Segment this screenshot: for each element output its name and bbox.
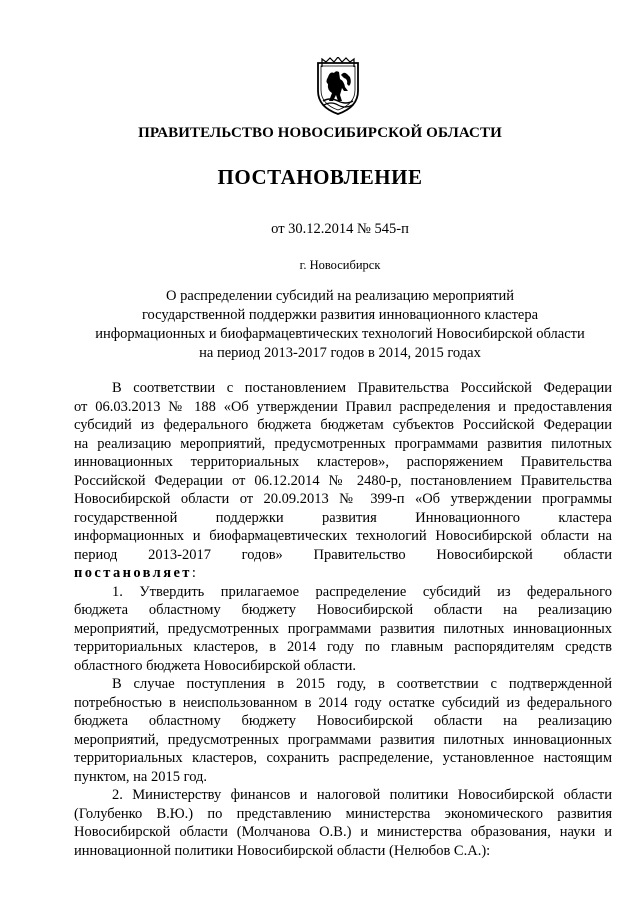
- paragraph-item-1: [74, 583, 612, 676]
- text-line: инновационных территориальных кластеров», распоряжением Правительства: [74, 454, 612, 470]
- paragraph-preamble: [74, 379, 612, 583]
- paragraph-item-2: [74, 786, 612, 860]
- text-line: территориальных кластеров, в 2014 году по главным распорядителям средств: [74, 639, 612, 655]
- coat-of-arms-icon: [314, 57, 362, 117]
- text-line: Новосибирской области от 20.09.2013 № 399-п «Об утверждении программы: [74, 491, 612, 507]
- text-line: период 2013-2017 годов» Правительство Новосибирской области: [74, 546, 612, 563]
- resolve-colon: :: [191, 565, 196, 581]
- subject-line: на период 2013-2017 годов в 2014, 2015 годах: [199, 345, 481, 361]
- subject-line: О распределении субсидий на реализацию мероприятий: [165, 288, 515, 304]
- subject-line: государственной поддержки развития инновационного кластера: [141, 307, 539, 323]
- text-line: субсидий из федерального бюджета бюджетам субъектов Российской Федерации: [74, 417, 612, 433]
- text-line: 1. Утвердить прилагаемое распределение субсидий из федерального: [112, 583, 612, 600]
- text-line: В случае поступления в 2015 году, в соответствии с подтвержденной: [112, 676, 612, 692]
- document-city: г. Новосибирск: [299, 258, 381, 272]
- text-line: бюджета областному бюджету Новосибирской области на реализацию: [74, 713, 612, 729]
- text-line: инновационной политики Новосибирской области (Нелюбов С.А.):: [74, 842, 491, 859]
- resolve-word: постановляет: [74, 565, 192, 581]
- text-line: 2. Министерству финансов и налоговой политики Новосибирской области: [112, 787, 612, 803]
- text-line: (Голубенко В.Ю.) по представлению министерства экономического развития: [74, 805, 612, 822]
- government-title: ПРАВИТЕЛЬСТВО НОВОСИБИРСКОЙ ОБЛАСТИ: [138, 125, 502, 141]
- document-date-number: от 30.12.2014 № 545-п: [271, 221, 409, 237]
- document-body: [74, 379, 612, 860]
- paragraph-item-1-continued: [74, 675, 612, 786]
- text-line: потребностью в неиспользованном в 2014 году остатке субсидий из федерального: [74, 694, 612, 711]
- text-line: информационных и биофармацевтических технологий Новосибирской области на: [74, 528, 612, 544]
- text-line: областного бюджета Новосибирской области.: [74, 657, 357, 674]
- text-line: пунктом, на 2015 год.: [74, 768, 208, 785]
- text-line: бюджета областному бюджету Новосибирской области на реализацию: [74, 602, 612, 618]
- text-line: Российской Федерации от 06.12.2014 № 2480-р, постановлением Правительства: [74, 472, 612, 489]
- subject-line: информационных и биофармацевтических технологий Новосибирской области: [95, 326, 585, 342]
- text-line: на реализацию мероприятий, предусмотренных программами развития пилотных: [74, 435, 612, 452]
- text-line: мероприятий, предусмотренных программами развития пилотных инновационных: [74, 620, 612, 637]
- text-line: В соответствии с постановлением Правительства Российской Федерации: [112, 380, 612, 396]
- text-line: мероприятий, предусмотренных программами развития пилотных инновационных: [74, 731, 612, 748]
- text-line: государственной поддержки развития Инновационного кластера: [74, 509, 612, 526]
- text-line: Новосибирской области (Молчанова О.В.) и министерства образования, науки и: [74, 824, 612, 840]
- resolve-line: [74, 564, 612, 583]
- document-subject: [60, 287, 620, 363]
- text-line: от 06.03.2013 № 188 «Об утверждении Правил распределения и предоставления: [74, 398, 612, 415]
- text-line: территориальных кластеров, сохранить распределение, установленное настоящим: [74, 750, 612, 766]
- document-type: ПОСТАНОВЛЕНИЕ: [217, 165, 423, 189]
